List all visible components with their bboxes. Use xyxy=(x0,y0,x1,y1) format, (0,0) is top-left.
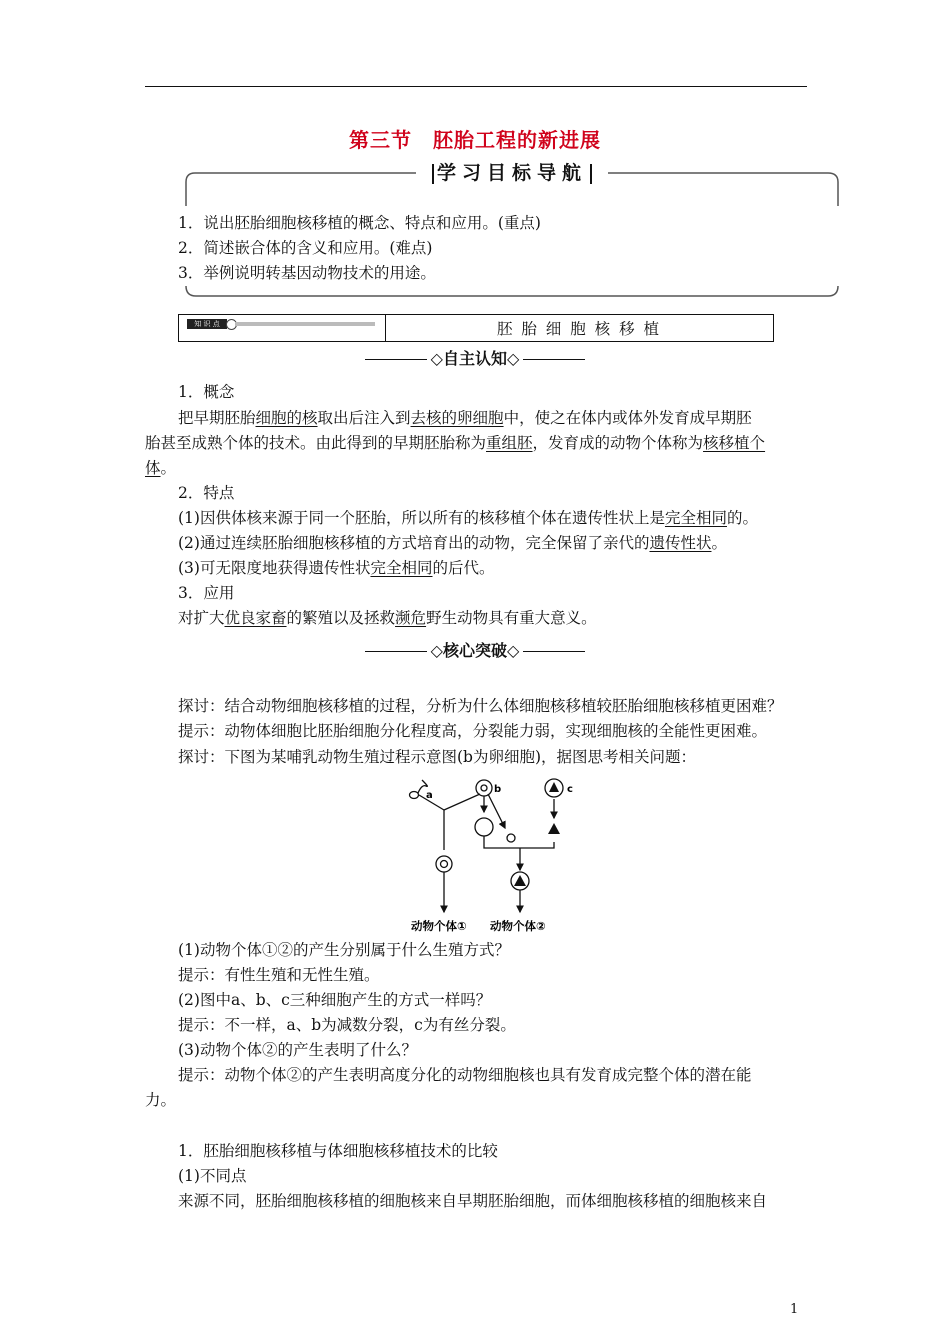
concept-line-2: 胎甚至成熟个体的技术。由此得到的早期胚胎称为重组胚，发育成的动物个体称为核移植个 xyxy=(145,434,766,452)
sub-answer-3: 提示：动物个体②的产生表明高度分化的动物细胞核也具有发育成完整个体的潜在能 xyxy=(178,1066,752,1084)
knowledge-tag-text: 知 识 点 xyxy=(194,320,220,328)
sub-answer-1: 提示：有性生殖和无性生殖。 xyxy=(178,966,380,984)
egg-cell-b xyxy=(476,780,492,796)
goals-banner xyxy=(422,158,602,185)
diagram-label-b: b xyxy=(494,784,502,795)
goal-item: 1．说出胚胎细胞核移植的概念、特点和应用。(重点) xyxy=(178,214,541,232)
individual-1-label: 动物个体① xyxy=(411,919,467,933)
self-study-heading-text: 自主认知 xyxy=(442,349,507,368)
knowledge-point-bar xyxy=(178,314,774,342)
question-1: 探讨：结合动物细胞核移植的过程，分析为什么体细胞核移植较胚胎细胞核移植更困难？ xyxy=(178,697,783,715)
page-number: 1 xyxy=(790,1302,799,1317)
sub-question-3: (3)动物个体②的产生表明了什么？ xyxy=(178,1041,417,1059)
question-2: 探讨：下图为某哺乳动物生殖过程示意图(b为卵细胞)，据图思考相关问题： xyxy=(178,748,697,766)
sub-answer-3-cont: 力。 xyxy=(145,1091,177,1109)
knowledge-tag-track xyxy=(235,322,375,326)
goal-item: 2．简述嵌合体的含义和应用。(难点) xyxy=(178,239,433,257)
difference-heading: (1)不同点 xyxy=(178,1167,247,1185)
diagram-label-a: a xyxy=(426,790,433,801)
knowledge-topic: 胚 胎 细 胞 核 移 植 xyxy=(496,320,662,338)
embryo-triangle xyxy=(514,875,526,886)
nucleus-triangle xyxy=(549,782,559,792)
page-title: 第三节 胚胎工程的新进展 xyxy=(349,128,601,152)
feature-item: (1)因供体核来源于同一个胚胎，所以所有的核移植个体在遗传性状上是完全相同的。 xyxy=(178,509,758,527)
concept-line-1: 把早期胚胎细胞的核取出后注入到去核的卵细胞中，使之在体内或体外发育成早期胚 xyxy=(178,409,752,427)
core-heading: ◇核心突破◇ xyxy=(0,638,950,661)
sperm-cell xyxy=(410,792,419,799)
merge-path xyxy=(484,836,554,848)
feature-item: (3)可无限度地获得遗传性状完全相同的后代。 xyxy=(178,559,495,577)
reproduction-diagram xyxy=(400,772,600,936)
sub-answer-2: 提示：不一样，a、b为减数分裂，c为有丝分裂。 xyxy=(178,1016,516,1034)
core-heading-text: 核心突破 xyxy=(442,641,507,660)
concept-heading: 1．概念 xyxy=(178,383,235,401)
goal-item: 3．举例说明转基因动物技术的用途。 xyxy=(178,264,436,282)
removed-nucleus xyxy=(507,834,515,842)
difference-text: 来源不同，胚胎细胞核移植的细胞核来自早期胚胎细胞，而体细胞核移植的细胞核来自 xyxy=(178,1192,768,1210)
zygote-cell xyxy=(436,856,452,872)
nucleus-transfer-triangle xyxy=(548,823,560,834)
sub-question-2: (2)图中a、b、c三种细胞产生的方式一样吗？ xyxy=(178,991,492,1009)
individual-2-label: 动物个体② xyxy=(490,919,546,933)
fertilization-line-b xyxy=(444,794,480,810)
self-study-heading: ◇自主认知◇ xyxy=(0,346,950,369)
compare-heading: 1．胚胎细胞核移植与体细胞核移植技术的比较 xyxy=(178,1142,498,1160)
concept-line-3: 体。 xyxy=(145,459,177,477)
header-rule xyxy=(145,86,807,87)
application-text: 对扩大优良家畜的繁殖以及拯救濒危野生动物具有重大意义。 xyxy=(178,609,597,627)
diagram-label-c: c xyxy=(567,784,573,795)
features-heading: 2．特点 xyxy=(178,484,235,502)
goals-banner-text: 学习目标导航 xyxy=(436,162,587,184)
sub-question-1: (1)动物个体①②的产生分别属于什么生殖方式？ xyxy=(178,941,510,959)
application-heading: 3．应用 xyxy=(178,584,235,602)
knowledge-tag xyxy=(187,319,227,329)
answer-1: 提示：动物体细胞比胚胎细胞分化程度高，分裂能力弱，实现细胞核的全能性更困难。 xyxy=(178,722,768,740)
enucleated-egg xyxy=(475,818,493,836)
feature-item: (2)通过连续胚胎细胞核移植的方式培育出的动物，完全保留了亲代的遗传性状。 xyxy=(178,534,727,552)
